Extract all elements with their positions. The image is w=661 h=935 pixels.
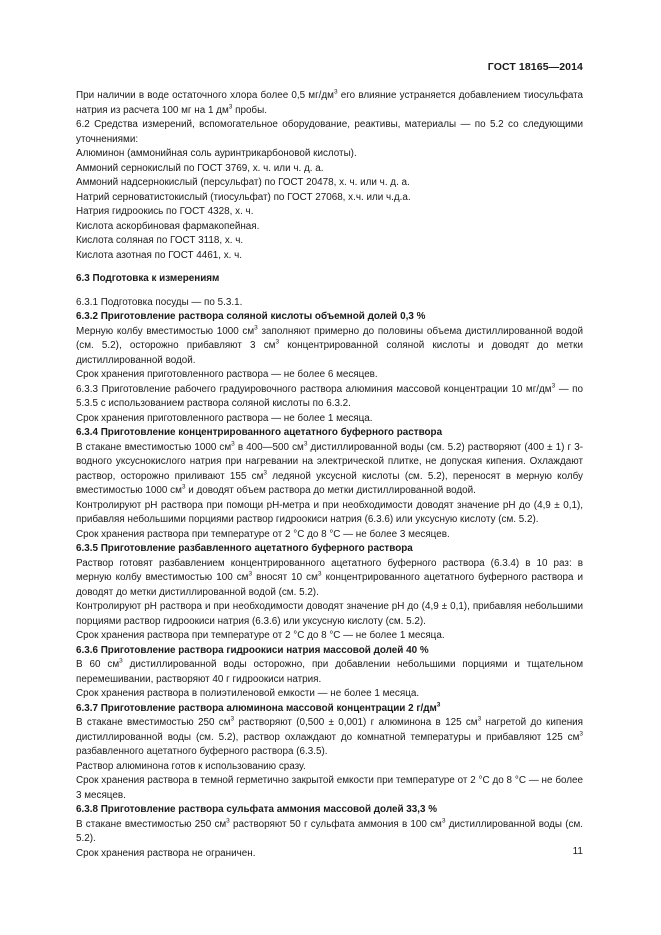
paragraph-6-3-2-body: Мерную колбу вместимостью 1000 $см^3$ заполняют примерно до половины объема дистиллированной водой (см. 5.2), осторожно прибавляют 3 $см^3$ концентрированной соляной кислоты и доводят до метки дистиллированной водой. — [76, 324, 583, 366]
list-item: Кислота аскорбиновая фармакопейная. — [76, 220, 260, 232]
list-item: Алюминон (аммонийная соль ауринтрикарбоновой кислоты). — [76, 148, 357, 159]
paragraph-6-3-5-ph: Контролируют pH раствора и при необходимости доводят значение pH до (4,9 ± 0,1), прибавляя небольшими порциями раствор гидроокиси натрия (6.3.6) или уксусную кислоту (см. 5.2). — [76, 601, 583, 627]
paragraph-6-3-6-storage: Срок хранения раствора в полиэтиленовой емкости — не более 1 месяца. — [76, 688, 420, 699]
list-item: Натрия гидроокись по ГОСТ 4328, х. ч. — [76, 206, 254, 217]
paragraph-6-3-5-body: Раствор готовят разбавлением концентрированного ацетатного буферного раствора (6.3.4) в 10 раз: в мерную колбу вместимостью 100 $см^3$ вносят 10 $см^3$ концентрированного ацетатного буферного раствора и доводят до метки дистиллированной водой (см. 5.2). — [76, 557, 583, 598]
page-number: 11 — [572, 846, 583, 857]
paragraph-6-3-4-ph: Контролируют pH раствора при помощи pH-метра и при необходимости доводят значение pH до (4,9 ± 0,1), прибавляя небольшими порциями раствор гидроокиси натрия (6.3.6) или уксусную кислоту (см. 5.2). — [76, 499, 583, 525]
list-item: Аммоний надсернокислый (персульфат) по ГОСТ 20478, х. ч. или ч. д. а. — [76, 177, 410, 188]
paragraph-6-3-7-storage: Срок хранения раствора в темной герметично закрытой емкости при температуре от 2 °C до 8 °C — не более 3 месяцев. — [76, 775, 583, 801]
paragraph-6-3-7-body: В стакане вместимостью 250 $см^3$ растворяют (0,500 ± 0,001) г алюминона в 125 $см^3$ нагретой до кипения дистиллированной воды (см. 5.2), раствор охлаждают до комнатной температуры и прибавляют 125 $см^3$ разбавленного ацетатного буферного раствора (6.3.5). — [76, 715, 584, 757]
heading-6-3-6: 6.3.6 Приготовление раствора гидроокиси натрия массовой долей 40 % — [76, 644, 429, 656]
heading-6-3-4: 6.3.4 Приготовление концентрированного ацетатного буферного раствора — [76, 427, 443, 438]
list-item: Аммоний сернокислый по ГОСТ 3769, х. ч. или ч. д. а. — [76, 162, 324, 174]
list-item: Натрий серноватистокислый (тиосульфат) по ГОСТ 27068, х.ч. или ч.д.а. — [76, 191, 411, 203]
paragraph-6-2: 6.2 Средства измерений, вспомогательное оборудование, реактивы, материалы — по 5.2 со следующими уточнениями: — [76, 119, 583, 145]
paragraph-6-3-7-ready: Раствор алюминона готов к использованию сразу. — [76, 760, 306, 772]
paragraph-6-3-1: 6.3.1 Подготовка посуды — по 5.3.1. — [76, 296, 243, 308]
heading-6-3-7: 6.3.7 Приготовление раствора алюминона массовой концентрации 2 $г/дм^3$ — [76, 701, 441, 714]
paragraph-6-3-6-body: В 60 $см^3$ дистиллированной воды осторожно, при добавлении небольшими порциями и тщательном перемешивании, растворяют 40 г гидроокиси натрия. — [76, 657, 583, 685]
document-header: ГОСТ 18165—2014 — [487, 61, 583, 73]
heading-6-3-5: 6.3.5 Приготовление разбавленного ацетатного буферного раствора — [76, 543, 413, 554]
paragraph-6-3-5-storage: Срок хранения раствора при температуре от 2 °C до 8 °C — не более 1 месяца. — [76, 630, 445, 641]
paragraph-chlorine: При наличии в воде остаточного хлора более 0,5 $мг/дм^3$ его влияние устраняется добавлением тиосульфата натрия из расчета 100 мг на 1 $дм^3$ пробы. — [76, 88, 583, 116]
paragraph-6-3-8-storage: Срок хранения раствора не ограничен. — [76, 847, 256, 859]
paragraph-6-3-3: 6.3.3 Приготовление рабочего градуировочного раствора алюминия массовой концентрации 10 $мг/дм^3$ — по 5.3.5 с использованием раствора соляной кислоты по 6.3.2. — [76, 382, 583, 409]
heading-6-3-8: 6.3.8 Приготовление раствора сульфата аммония массовой долей 33,3 % — [76, 804, 438, 815]
paragraph-6-3-4-body: В стакане вместимостью 1000 $см^3$ в 400—500 $см^3$ дистиллированной воды (см. 5.2) растворяют (400 ± 1) г 3-водного уксуснокислого натрия при нагревании на электрической плитке, не допуская кипения. Охлаждают раствор, осторожно приливают 155 $см^3$ ледяной уксусной кислоты (см. 5.2), переносят в мерную колбу вместимостью 1000 $см^3$ и доводят объем раствора до метки дистиллированной водой. — [76, 440, 583, 496]
heading-6-3-2: 6.3.2 Приготовление раствора соляной кислоты объемной долей 0,3 % — [76, 311, 426, 322]
document-body — [76, 89, 583, 861]
paragraph-6-3-8-body: В стакане вместимостью 250 $см^3$ растворяют 50 г сульфата аммония в 100 $см^3$ дистиллированной воды (см. 5.2). — [76, 817, 583, 844]
paragraph-6-3-4-storage: Срок хранения раствора при температуре от 2 °C до 8 °C — не более 3 месяцев. — [76, 528, 450, 540]
section-heading-6-3: 6.3 Подготовка к измерениям — [76, 273, 220, 284]
paragraph-6-3-2-storage: Срок хранения приготовленного раствора — не более 6 месяцев. — [76, 369, 378, 380]
list-item: Кислота соляная по ГОСТ 3118, х. ч. — [76, 235, 244, 246]
list-item: Кислота азотная по ГОСТ 4461, х. ч. — [76, 249, 243, 261]
paragraph-6-3-3-storage: Срок хранения приготовленного раствора — не более 1 месяца. — [76, 412, 373, 424]
